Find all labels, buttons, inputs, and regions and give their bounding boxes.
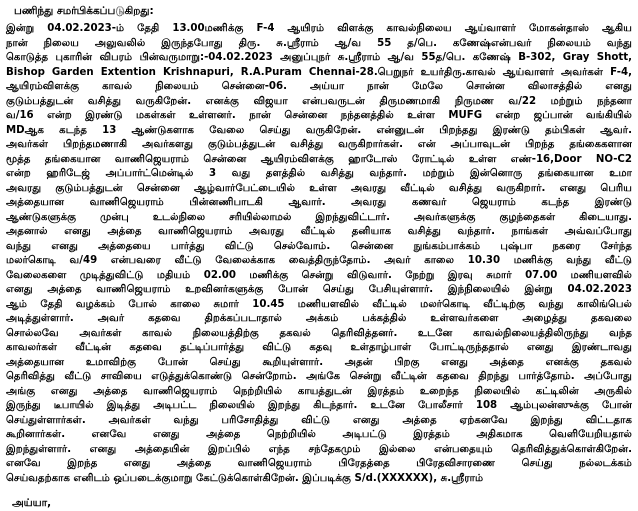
body-line: MDஆக கடந்த 13 ஆண்டுகளாக வேலை செய்து வருகிறேன். என்னுடன் பிறந்தது இரண்டு தம்பிகள் ஆவர். (6, 124, 632, 136)
body-line: எனவே இறந்த எனது அத்தை வாணிஜெயராம் பிரேதத்தை பிரேதவிசாரணை செய்து நல்லடக்கம் (6, 458, 632, 469)
body-line: இறந்துள்ளார். எனது அத்தையின் இறப்பில் எந்த சந்தேகமும் இல்லை என்பதையும் தெரிவித்துக்கொள்கிறேன். (6, 443, 632, 455)
body-line: கூறினார்கள். எனவே எனது அத்தை நெற்றியில் அடிபட்டு இரத்தம் அதிகமாக வெளியேறியதால் (6, 429, 632, 440)
body-line: மலர்கொடி வ/49 என்பவரை வீட்டு வேலைக்காக வைத்திருந்தோம். அவர் காலை 10.30 மணிக்கு வந்து வீட்டு (6, 255, 632, 266)
body-line: வந்து எனது அத்தையை பார்த்து விட்டு செல்வோம். சென்னை நுங்கம்பாக்கம் புஷ்பா நகரை சேர்ந்த (6, 240, 632, 252)
fir-document (6, 4, 632, 509)
salutation-heading: பணிந்து சமர்பிக்கப்படுகிறது: (14, 5, 154, 17)
body-line: மூத்த தங்கையான வாணிஜெயராம் சென்னை ஆயிரம்விளக்கு ஹாடோஸ் ரோட்டில் உள்ள எண்-16,Door NO-C2 (6, 153, 632, 165)
body-line: காவலர்கள் வீட்டின் கதவை தட்டிப்பார்த்து விட்டு கதவு உள்தாழ்பாள் போட்டிருந்ததால் எனது இரண்டாவது (6, 342, 632, 353)
body-line: வேலைகளை முடித்துவிட்டு மதியம் 02.00 மணிக்கு சென்று விடுவார். நேற்று இரவு சுமார் 07.00 மணியளவில் (6, 269, 632, 281)
body-line: ஆண்டுகளுக்கு முன்பு உடல்நிலை சரியில்லாமல் இறந்துவிட்டார். அவர்களுக்கு குழந்தைகள் கிடையாது. (6, 211, 632, 223)
body-line: அத்தையான உமாவிற்கு போன் செய்து கூறியுள்ளார். அதன் பிறகு எனது அத்தை எனக்கு தகவல் (6, 356, 632, 368)
body-line: செய்துள்ளார்கள். அவர்கள் வந்து பரிசோதித்து விட்டு எனது அத்தை ஏற்கனவே இறந்து விட்டதாக (6, 414, 632, 426)
body-line: Bishop Garden Extention Krishnapuri, R.A.Puram Chennai-28.பெறுநர் உயர்திரு.காவல் ஆய்வாளர் அவர்கள் F-4, (6, 66, 632, 78)
body-line: அவரது குடும்பத்துடன் சென்னை ஆழ்வார்பேட்டையில் உள்ள அவரது வீட்டில் வசித்து வருகிறார். எனது பெரிய (6, 182, 632, 194)
body-line: எனது அத்தை வாணிஜெயராம் உறவினர்களுக்கு போன் செய்து பேசியுள்ளார். இந்நிலையில் இன்று 04.02.2023 (6, 284, 632, 295)
body-line: அங்கு எனது அத்தை வாணிஜெயராம் நெற்றியில் காயத்துடன் இரத்தம் உறைந்த நிலையில் கட்டிலின் அருகில் (6, 385, 632, 397)
closing-sir: அய்யா, (12, 497, 52, 509)
body-line: ஆம் தேதி வழக்கம் போல் காலை சுமார் 10.45 மணியளவில் வீட்டில் மலர்கொடி வீட்டிற்கு வந்து காலிங்பெல் (6, 298, 632, 310)
body-line: அடித்துள்ளார். அவர் கதவை திறக்கப்படாதால் அக்கம் பக்கத்தில் உள்ளவர்களை அழைத்து தகவலை (6, 313, 632, 324)
body-line: அவர்கள் பிறந்தமணாகி அவர்களது குடும்பத்துடன் வசித்து வருகிறார்கள். என் அப்பாவுடன் பிறந்த தங்கைகளான (6, 139, 632, 150)
complaint-body (6, 22, 632, 486)
body-line: ஆயிரம்விளக்கு காவல் நிலையம் சென்னை-06. அய்யா நான் மேலே சொன்ன விலாசத்தில் எனது (6, 81, 632, 92)
body-line: என்ற ஹரிடேஜ் அப்பார்ட்மென்டில் 3 வது தளத்தில் வசித்து வந்தார். மற்றும் இன்னொரு தங்கையான உமா (6, 168, 632, 179)
body-line: அதனால் எனது அத்தை வாணிஜெயராம் அவரது வீட்டில் தனியாக வசித்து வந்தார். நாங்கள் அவ்வப்போது (6, 226, 632, 237)
body-line: இருந்து டீபாயில் இடித்து அடிபட்ட நிலையில் இறந்து கிடந்தார். உடனே போலீசார் 108 ஆம்புலன்ஸுக்கு போன் (6, 400, 632, 411)
body-line: செய்வதற்காக எனிடம் ஒப்படைக்குமாறு கேட்டுக்கொள்கிறேன். இப்படிக்கு S/d.(XXXXXX), சு.ஸ்ரீராம் (6, 472, 484, 484)
body-line: சொல்லவே அவர்கள் காவல் நிலையத்திற்கு தகவல் தெரிவித்தனர். உடனே காவல்நிலையத்திலிருந்து வந்த (6, 327, 632, 339)
body-line: வ/16 என்ற இரண்டு மகள்கள் உள்ளனர். நான் சென்னை நந்தனத்தில் உள்ள MUFG என்ற ஜப்பான் வங்கியில் (6, 110, 632, 121)
body-line: தெரிவித்து வீட்டு சாவியை எடுத்துக்கொண்டு சென்றோம். அங்கே சென்று வீட்டின் கதவை திறந்து பார்த்தோம். அப்போது (6, 371, 632, 382)
body-line: அத்தையான வாணிஜெயராம் பின்னணிபாடகி ஆவார். அவரது கணவர் ஜெயராம் கடந்த இரண்டு (6, 197, 632, 208)
body-line: இன்று 04.02.2023-ம் தேதி 13.00மணிக்கு F-4 ஆயிரம் விளக்கு காவல்நிலைய ஆய்வாளர் மோகன்தாஸ் ஆகிய (6, 23, 632, 34)
body-line: கொடுத்த புகாரின் விபரம் பின்வருமாறு:-04.02.2023 அனுப்புநர் சு.ஸ்ரீராம் ஆ/வ 55த/பெ. கணேஷ் B-302, Gray Shott, (6, 52, 632, 63)
body-line: குடும்பத்துடன் வசித்து வருகிறேன். எனக்கு விஜயா என்பவருடன் திருமணமாகி நிருமண வ/22 மற்றும் நந்தனா (6, 95, 632, 107)
body-line: நான் நிலைய அலுவலில் இருந்தபோது திரு. சு.ஸ்ரீராம் ஆ/வ 55 த/பெ. கணேஷ்என்பவர் நிலையம் வந்து (6, 37, 632, 49)
